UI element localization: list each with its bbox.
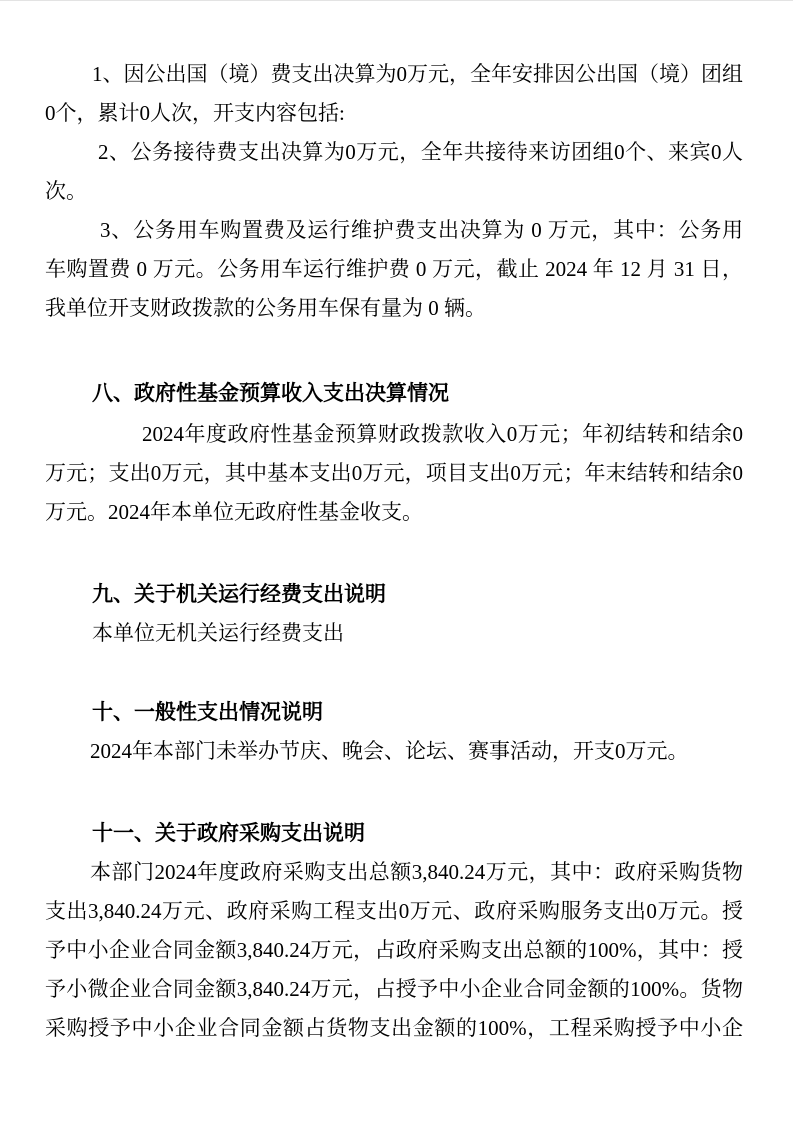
text-line: 万元。2024年本单位无政府性基金收支。 [45,500,423,524]
paragraph-gov-fund [45,415,743,532]
text-line: 1、因公出国（境）费支出决算为0万元，全年安排因公出国（境）团组 [92,62,743,86]
text-line: 次。 [45,179,87,203]
text-line: 2024年度政府性基金预算财政拨款收入0万元；年初结转和结余0 [142,422,743,446]
text-line: 2024年本部门未举办节庆、晚会、论坛、赛事活动，开支0万元。 [90,739,689,763]
paragraph-official-travel [45,55,743,133]
text-line: 车购置费 0 万元。公务用车运行维护费 0 万元，截止 2024 年 12 月 31 日， [45,257,743,281]
section-heading-general-expense: 十、一般性支出情况说明 [92,701,323,724]
paragraph-operating-expense [45,614,743,653]
text-line: 我单位开支财政拨款的公务用车保有量为 0 辆。 [45,296,486,320]
section-gov-fund [45,374,743,532]
page-text-block [45,55,743,1048]
text-line: 采购授予中小企业合同金额占货物支出金额的100%，工程采购授予中小企 [45,1016,743,1040]
section-procurement [45,814,743,1048]
paragraph-procurement [45,853,743,1048]
section-general-expense [45,693,743,771]
text-line: 予小微企业合同金额3,840.24万元，占授予中小企业合同金额的100%。货物 [45,977,743,1001]
text-line: 万元；支出0万元，其中基本支出0万元，项目支出0万元；年末结转和结余0 [45,461,743,485]
text-line: 支出3,840.24万元、政府采购工程支出0万元、政府采购服务支出0万元。授 [45,899,743,923]
section-heading-gov-fund: 八、政府性基金预算收入支出决算情况 [92,382,449,405]
section-heading-operating-expense: 九、关于机关运行经费支出说明 [92,583,386,606]
paragraph-general-expense [45,732,743,771]
text-line: 3、公务用车购置费及运行维护费支出决算为 0 万元，其中：公务用 [100,218,743,242]
section-operating-expense [45,575,743,653]
text-line: 本部门2024年度政府采购支出总额3,840.24万元，其中：政府采购货物 [90,860,743,884]
text-line: 本单位无机关运行经费支出 [92,621,344,645]
text-line: 0个，累计0人次，开支内容包括: [45,101,345,125]
text-line: 予中小企业合同金额3,840.24万元，占政府采购支出总额的100%，其中：授 [45,938,743,962]
text-line: 2、公务接待费支出决算为0万元，全年共接待来访团组0个、来宾0人 [98,140,743,164]
page-top-edge [0,0,793,1]
paragraph-official-reception [45,133,743,211]
paragraph-official-vehicle [45,211,743,328]
section-heading-procurement: 十一、关于政府采购支出说明 [92,822,365,845]
